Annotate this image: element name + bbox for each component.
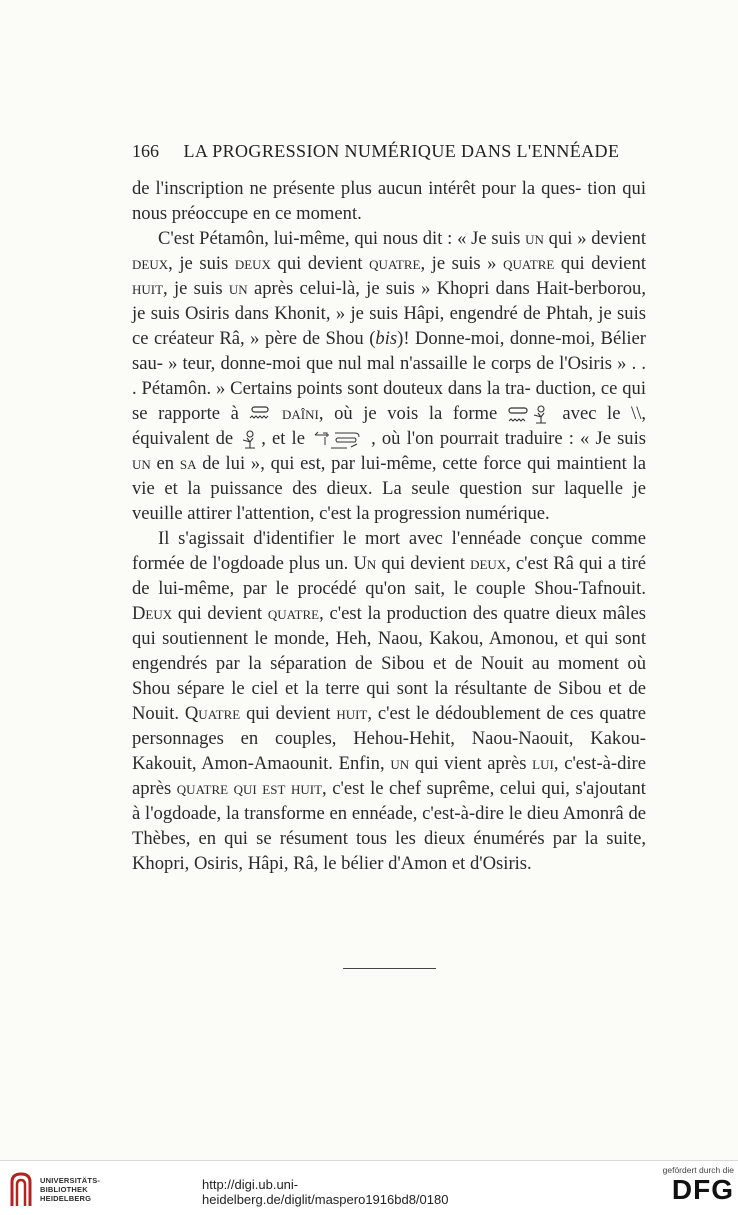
hieroglyph-ram-god-icon (239, 429, 261, 451)
body-text (132, 176, 646, 876)
library-logo[interactable] (8, 1170, 118, 1210)
hieroglyph-water-icon (249, 404, 271, 426)
dfg-wordmark: DFG (671, 1174, 734, 1205)
footer-bar (0, 1160, 738, 1215)
section-divider (343, 968, 436, 969)
paragraph-2: C'est Pétamôn, lui-même, qui nous dit : « Je suis un qui » devient deux, je suis deux qui devient quatre, je suis » quatre qui devient huit, je suis un après celui-là, je suis » Khopri dans Hait-berborou, je suis Osiris dans Khonit, » je suis Hâpi, engendré de Phtah, je suis ce créateur Râ, » père de Shou (bis)! Donne-moi, donne-moi, Bélier sau- » teur, donne-moi que nul mal n'assaille le corps de l'Osiris » . . . Pétamôn. » Certains points sont douteux dans la tra- duction, ce qui se rapporte à daîni, où je vois la forme avec le \\, équivalent de , et le , où l'on pourrait traduire : « Je suis un en sa de lui », qui est, par lui-même, cette force qui maintient la vie et la puissance des dieux. La seule question sur laquelle je veuille attirer l'attention, c'est la progression numérique. (132, 228, 647, 524)
library-name: UNIVERSITÄTS- BIBLIOTHEK HEIDELBERG (40, 1176, 101, 1203)
paragraph-1: de l'inscription ne présente plus aucun intérêt pour la ques- tion qui nous préoccupe en ce moment. (132, 178, 647, 224)
dfg-logo[interactable] (650, 1165, 734, 1211)
source-url-link[interactable]: http://digi.ub.uni-heidelberg.de/diglit/maspero1916bd8/0180 (202, 1177, 449, 1207)
library-emblem-icon (8, 1172, 34, 1208)
paragraph-3: Il s'agissait d'identifier le mort avec l'ennéade conçue comme formée de l'ogdoade plus un. Un qui devient deux, c'est Râ qui a tiré de lui-même, par le procédé qu'on sait, le couple Shou-Tafnouit. Deux qui devient quatre, c'est la production des quatre dieux mâles qui soutiennent le monde, Heh, Naou, Kakou, Amonou, et qui sont engendrés par la séparation de Sibou et de Nouit au moment où Shou sépare le ciel et la terre qui sont la résultante de Sibou et de Nouit. Quatre qui devient huit, c'est le dédoublement de ces quatre personnages en couples, Hehou-Hehit, Naou-Naouit, Kakou-Kakouit, Amon-Amaounit. Enfin, un qui vient après lui, c'est-à-dire après quatre qui est huit, c'est le chef suprême, celui qui, s'ajoutant à l'ogdoade, la transforme en ennéade, c'est-à-dire le dieu Amonrâ de Thèbes, en qui se résument tous les dieux énumérés par la suite, Khopri, Osiris, Hâpi, Râ, le bélier d'Amon et d'Osiris. (132, 528, 647, 874)
hieroglyph-seal-ram-icon (508, 404, 552, 426)
hieroglyph-group-icon (311, 429, 371, 451)
page-header (132, 141, 647, 162)
page-number: 166 (132, 141, 159, 161)
funded-by-label: gefördert durch die (662, 1165, 734, 1175)
running-title: LA PROGRESSION NUMÉRIQUE DANS L'ENNÉADE (183, 141, 620, 161)
